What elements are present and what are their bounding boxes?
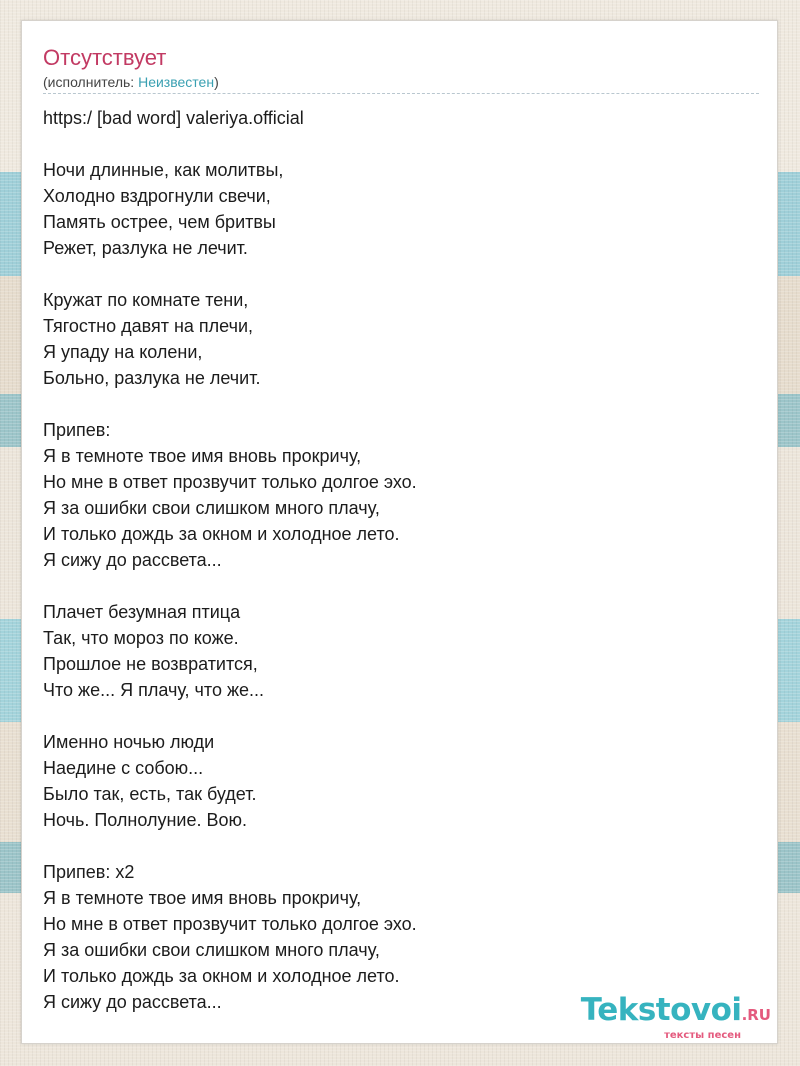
song-title: Отсутствует [43, 45, 167, 70]
logo-tld: .RU [741, 1006, 771, 1024]
logo-main-text: Tekstovoi [580, 992, 742, 1028]
logo-tagline: тексты песен [664, 1030, 741, 1041]
lyrics-text: https:/ [bad word] valeriya.official Ночи длинные, как молитвы, Холодно вздрогнули свечи, Память острее, чем бритвы Режет, разлука не лечит. Кружат по комнате тени, Тягостно давят на плечи, Я упаду на колени, Больно, разлука не лечит. Припев: Я в темноте твое имя вновь прокричу, Но мне в ответ прозвучит только долгое эхо. Я за ошибки свои слишком много плачу, И только дождь за окном и холодное лето. Я сижу до рассвета... Плачет безумная птица Так, что мороз по коже. Прошлое не возвратится, Что же... Я плачу, что же... Именно ночью люди Наедине с собою... Было так, есть, так будет. Ночь. Полнолуние. Вою. Припев: х2 Я в темноте твое имя вновь прокричу, Но мне в ответ прозвучит только долгое эхо. Я за ошибки свои слишком много плачу, И только дождь за окном и холодное лето. Я сижу до рассвета... [43, 108, 417, 1012]
artist-line [43, 73, 219, 91]
artist-prefix: (исполнитель: [43, 74, 139, 90]
artist-link[interactable]: Неизвестен [138, 74, 215, 90]
lyrics-card [21, 20, 778, 1044]
logo-wordmark [580, 992, 771, 1030]
site-logo[interactable] [580, 992, 771, 1041]
dashed-divider [43, 93, 759, 94]
artist-suffix: ) [214, 74, 219, 90]
